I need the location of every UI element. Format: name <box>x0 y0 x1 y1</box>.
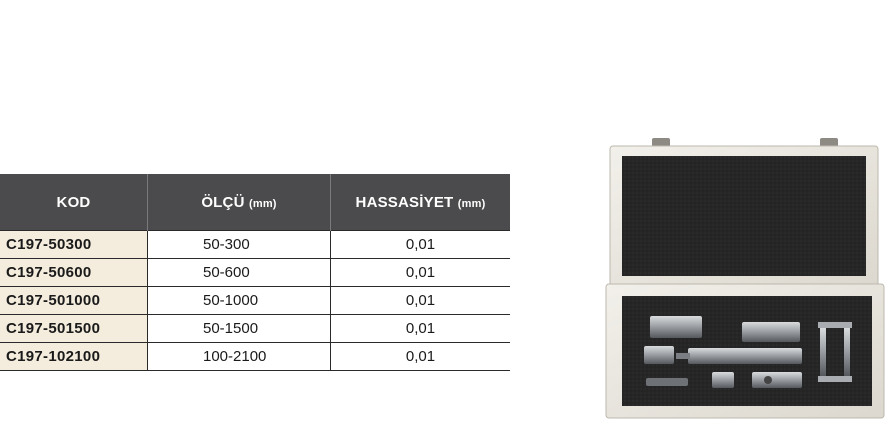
row-range: 50-600 <box>148 259 331 287</box>
table-row <box>0 231 510 259</box>
row-code: C197-50300 <box>0 231 148 259</box>
spindle-icon <box>676 353 690 359</box>
header-accuracy: HASSASİYET (mm) <box>331 174 511 231</box>
table-header-row <box>0 174 510 231</box>
extension-rod-icon <box>712 372 734 388</box>
wrench-icon <box>646 378 688 386</box>
header-measure-unit: (mm) <box>248 197 277 210</box>
row-range: 100-2100 <box>148 343 331 371</box>
row-range: 50-300 <box>148 231 331 259</box>
extension-rod-icon <box>650 316 702 338</box>
setting-frame-icon <box>818 322 852 328</box>
header-code: KOD <box>0 174 148 231</box>
lid-foam <box>622 156 866 276</box>
micrometer-case-icon <box>600 132 888 422</box>
table-row <box>0 287 510 315</box>
row-accuracy: 0,01 <box>331 343 511 371</box>
micrometer-head-icon <box>688 348 802 364</box>
row-code: C197-102100 <box>0 343 148 371</box>
extension-rod-icon <box>644 346 674 364</box>
extension-rod-icon <box>742 322 800 342</box>
row-accuracy: 0,01 <box>331 231 511 259</box>
row-code: C197-50600 <box>0 259 148 287</box>
spec-table <box>0 174 510 371</box>
header-accuracy-unit: (mm) <box>457 197 486 210</box>
table-row <box>0 343 510 371</box>
header-measure: ÖLÇÜ (mm) <box>148 174 331 231</box>
row-code: C197-501500 <box>0 315 148 343</box>
row-range: 50-1500 <box>148 315 331 343</box>
row-accuracy: 0,01 <box>331 315 511 343</box>
row-code: C197-501000 <box>0 287 148 315</box>
table-row <box>0 259 510 287</box>
handle-icon <box>752 372 802 388</box>
row-accuracy: 0,01 <box>331 259 511 287</box>
table-row <box>0 315 510 343</box>
row-accuracy: 0,01 <box>331 287 511 315</box>
row-range: 50-1000 <box>148 287 331 315</box>
